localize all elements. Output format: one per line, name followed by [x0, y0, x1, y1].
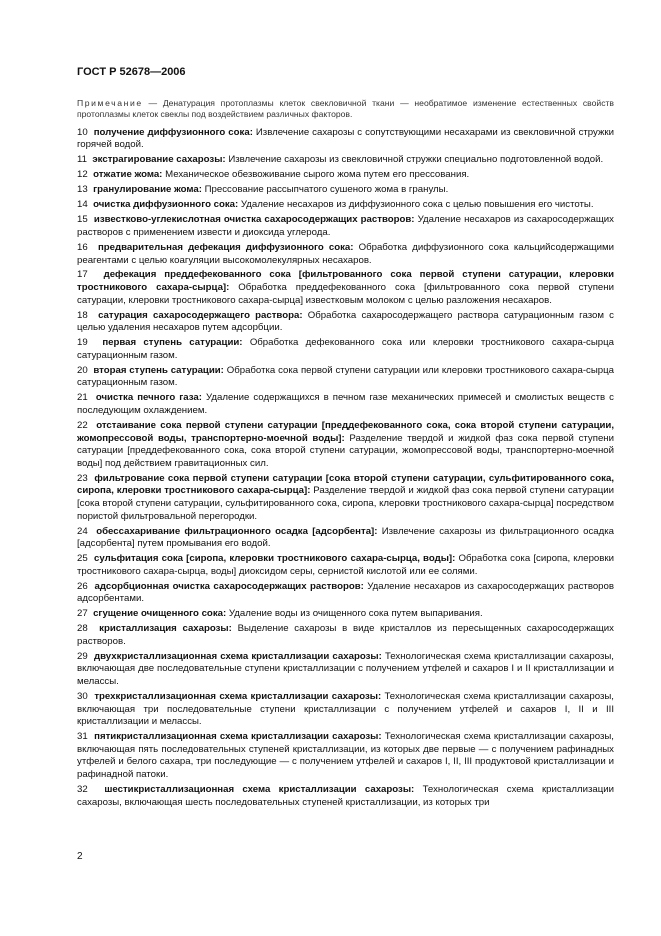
term-title: предварительная дефекация диффузионного сока:: [97, 241, 354, 253]
term-title: получение диффузионного сока:: [93, 126, 253, 138]
term-title: дефекация преддефекованного сока [фильтрованного сока первой ступени сатурации, клеровки тростникового сахара-сырца]:: [77, 269, 614, 294]
term-definition: Удаление несахаров из сахаросодержащих растворов с применением извести и диоксида углерода.: [77, 214, 614, 238]
term-title: адсорбционная очистка сахаросодержащих растворов:: [94, 580, 364, 592]
term-number: 23: [77, 472, 88, 484]
term-definition: Выделение сахарозы в виде кристаллов из пересыщенных сахаросодержащих растворов.: [77, 623, 614, 647]
term-entry: [77, 581, 614, 606]
term-title: пятикристаллизационная схема кристаллизации сахарозы:: [94, 731, 382, 743]
note-label: Примечание: [77, 98, 143, 108]
term-definition: Разделение твердой и жидкой фаз сока первой ступени сатурации [преддефекованного сока, сока второй ступени сатурации, жомопрессовой воды, транспортерно-моечной воды] под действием гравитационных сил.: [77, 432, 614, 469]
term-number: 21: [77, 392, 88, 404]
term-title: сгущение очищенного сока:: [93, 608, 227, 620]
term-definition: Обработка сока первой ступени сатурации или клеровки тростникового сахара-сырца сатурационным газом.: [77, 364, 614, 389]
term-entry: [77, 731, 614, 781]
term-definition: Обработка сахаросодержащего раствора сатурационным газом с целью удаления несахаров путем адсорбции.: [77, 309, 614, 334]
term-definition: Обработка сока [сиропа, клеровки тростникового сахара-сырца, воды] диоксидом серы, сернистой кислотой или ее солями.: [77, 553, 614, 577]
term-number: 27: [77, 608, 88, 620]
note-text: — Денатурация протоплазмы клеток свекловичной ткани — необратимое изменение естественных свойств протоплазмы клеток свеклы под воздействием различных факторов.: [77, 98, 615, 120]
term-definition: Извлечение сахарозы с сопутствующими несахарами из свекловичной стружки горячей водой.: [77, 126, 614, 151]
term-entry: [77, 651, 614, 689]
term-number: 14: [77, 199, 88, 211]
term-entry: [77, 365, 614, 390]
term-definition: Обработка диффузионного сока кальцийсодержащими реагентами с целью коагуляции высокомолекулярных несахаров.: [77, 241, 614, 266]
term-title: экстрагирование сахарозы:: [92, 154, 226, 166]
term-entry: [77, 337, 614, 362]
term-entry: [77, 608, 614, 621]
term-entry: [77, 420, 614, 470]
term-definition: Технологическая схема кристаллизации сахарозы, включающая три последовательные ступени кристаллизации с получением утфелей и сахаров I, II и III кристаллизации и мелассы.: [77, 690, 614, 728]
document-page: [77, 66, 614, 811]
term-number: 24: [77, 525, 88, 537]
term-entry: [77, 553, 614, 578]
term-number: 25: [77, 553, 88, 565]
term-number: 18: [77, 309, 88, 321]
term-definition: Удаление несахаров из сахаросодержащих растворов адсорбентами.: [77, 580, 614, 605]
term-number: 19: [77, 337, 88, 349]
term-entry: [77, 154, 614, 167]
term-number: 12: [77, 169, 88, 181]
term-entry: [77, 184, 614, 197]
term-definition: Удаление содержащихся в печном газе механических примесей и смолистых веществ с последующим охлаждением.: [77, 392, 614, 416]
document-header: ГОСТ Р 52678—2006: [77, 66, 186, 78]
term-title: первая ступень сатурации:: [102, 337, 243, 349]
page-number: 2: [77, 851, 83, 862]
term-number: 30: [77, 690, 88, 702]
term-title: отстаивание сока первой ступени сатурации [преддефекованного сока, сока второй ступени сатурации, жомопрессовой воды, транспортерно-моечной воды]:: [77, 419, 615, 444]
term-number: 28: [77, 623, 88, 635]
term-number: 32: [77, 783, 88, 795]
term-title: сатурация сахаросодержащего раствора:: [98, 309, 303, 321]
term-number: 20: [77, 364, 88, 376]
term-title: известково-углекислотная очистка сахаросодержащих растворов:: [93, 214, 415, 226]
term-number: 13: [77, 184, 88, 196]
term-title: обессахаривание фильтрационного осадка [адсорбента]:: [96, 525, 378, 537]
term-entry: [77, 242, 614, 267]
term-definition: Технологическая схема кристаллизации сахарозы, включающая шесть последовательных ступеней кристаллизации, из которых три: [77, 783, 614, 808]
term-number: 10: [77, 126, 88, 138]
term-entry: [77, 526, 614, 551]
term-number: 31: [77, 731, 88, 743]
term-number: 26: [77, 580, 88, 592]
term-entry: [77, 127, 614, 152]
term-number: 22: [77, 419, 88, 431]
term-title: сульфитация сока [сиропа, клеровки тростникового сахара-сырца, воды]:: [94, 553, 456, 565]
term-entry: [77, 169, 614, 182]
term-entry: [77, 784, 614, 809]
term-title: гранулирование жома:: [93, 184, 202, 196]
term-definition: Механическое обезвоживание сырого жома путем его прессования.: [165, 169, 470, 181]
term-title: фильтрование сока первой ступени сатурации [сока второй ступени сатурации, сульфитированного сока, сиропа, клеровки тростникового сахара-сырца]:: [77, 472, 614, 497]
term-title: двухкристаллизационная схема кристаллизации сахарозы:: [94, 650, 382, 662]
term-list: [77, 127, 614, 809]
term-title: шестикристаллизационная схема кристаллизации сахарозы:: [104, 783, 415, 795]
term-definition: Удаление воды из очищенного сока путем выпаривания.: [228, 608, 483, 620]
term-number: 15: [77, 214, 88, 226]
term-entry: [77, 199, 614, 212]
term-definition: Прессование рассыпчатого сушеного жома в гранулы.: [204, 184, 449, 196]
term-definition: Технологическая схема кристаллизации сахарозы, включающая пять последовательных ступеней кристаллизации, из которых две первые — с получением рафинадных утфелей и белого сахара, три последующие — с получением утфелей и сахаров I, II, III продуктовой кристаллизации и рафинадной патоки.: [77, 731, 614, 780]
term-entry: [77, 214, 614, 239]
term-entry: [77, 392, 614, 417]
term-title: очистка диффузионного сока:: [93, 199, 239, 211]
term-number: 29: [77, 650, 88, 662]
term-definition: Обработка дефекованного сока или клеровки тростникового сахара-сырца сатурационным газом.: [77, 337, 614, 361]
term-number: 11: [77, 154, 87, 166]
term-entry: [77, 623, 614, 648]
term-title: отжатие жома:: [93, 169, 163, 181]
term-title: вторая ступень сатурации:: [93, 364, 224, 376]
term-entry: [77, 473, 614, 523]
term-entry: [77, 310, 614, 335]
term-entry: [77, 269, 614, 307]
term-number: 16: [77, 241, 88, 253]
term-title: кристаллизация сахарозы:: [99, 623, 232, 635]
term-definition: Разделение твердой и жидкой фаз сока первой ступени сатурации [сока второй ступени сатурации, сульфитированного сока, сиропа, клеровки тростникового сахара-сырца] посредством пористой фильтровальной перегородки.: [77, 485, 614, 522]
term-title: очистка печного газа:: [95, 392, 202, 404]
term-definition: Обработка преддефекованного сока [фильтрованного сока первой ступени сатурации, клеровки тростникового сахара-сырца] известковым молоком с целью разложения несахаров.: [77, 282, 614, 306]
term-number: 17: [77, 269, 88, 281]
term-definition: Извлечение сахарозы из фильтрационного осадка [адсорбента] путем промывания его водой.: [77, 525, 614, 550]
term-entry: [77, 691, 614, 729]
note-paragraph: [77, 98, 614, 121]
term-title: трехкристаллизационная схема кристаллизации сахарозы:: [94, 690, 382, 702]
term-definition: Извлечение сахарозы из свекловичной стружки специально подготовленной водой.: [228, 154, 604, 166]
term-definition: Технологическая схема кристаллизации сахарозы, включающая две последовательные ступени кристаллизации с получением утфелей и сахаров I и II кристаллизации и мелассы.: [77, 650, 614, 687]
term-definition: Удаление несахаров из диффузионного сока с целью повышения его чистоты.: [240, 199, 594, 211]
